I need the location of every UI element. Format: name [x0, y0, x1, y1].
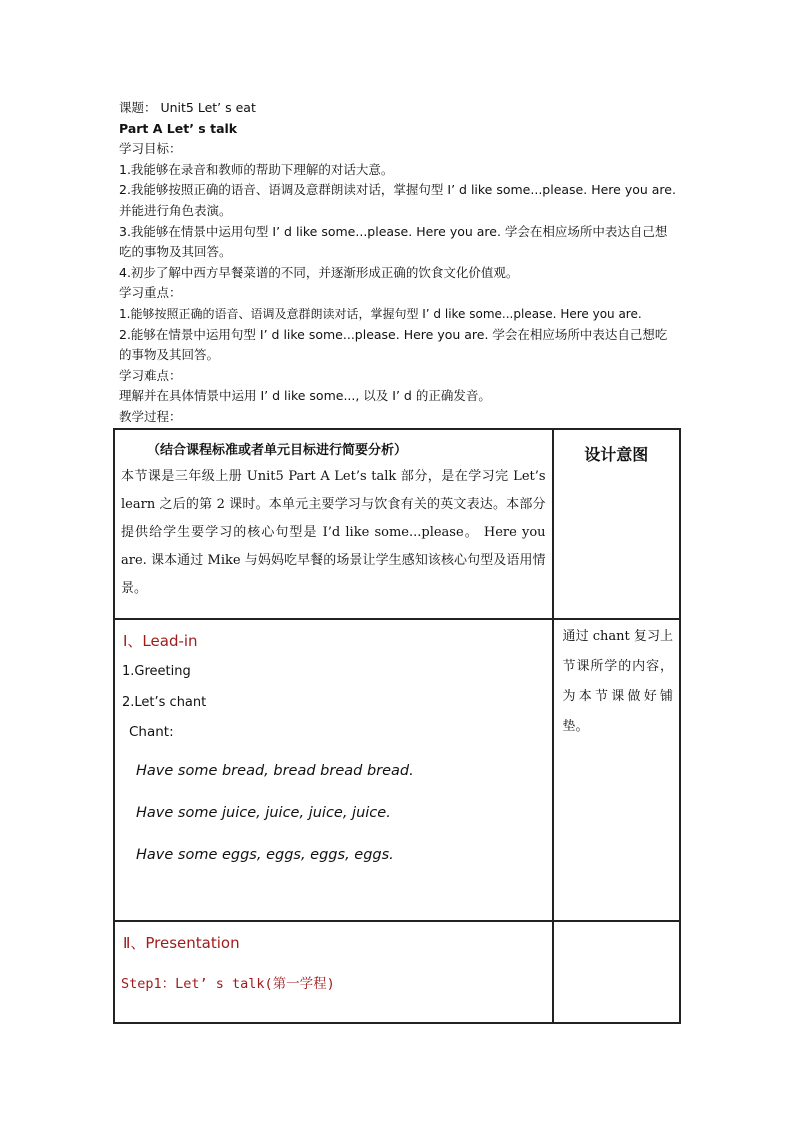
leadin-item-chant: 2.Let’s chant: [122, 695, 207, 710]
step1-title: Step1：Let’ s talk(第一学程): [121, 976, 335, 992]
presentation-row: [114, 921, 680, 1023]
analysis-heading: （结合课程标准或者单元目标进行简要分析）: [147, 443, 408, 458]
process-label: 教学过程：: [119, 408, 182, 424]
objectives-label: 学习目标：: [119, 141, 182, 157]
lesson-part: Part A Let’ s talk: [119, 120, 238, 136]
analysis-cell: [114, 429, 553, 619]
presentation-cell: [114, 921, 553, 1023]
objective-1: 1.我能够在录音和教师的帮助下理解的对话大意。: [119, 161, 394, 177]
chant-line: Have some eggs, eggs, eggs, eggs.: [136, 847, 394, 863]
chant-label: Chant:: [129, 724, 174, 740]
chant-line: Have some juice, juice, juice, juice.: [136, 805, 391, 821]
difficulty-text: 理解并在具体情景中运用 I’ d like some..., 以及 I’ d 的正确发音。: [119, 388, 491, 404]
key-point-1: 1.能够按照正确的语音、语调及意群朗读对话，掌握句型 I’ d like some...please. Here you are.: [119, 306, 642, 321]
leadin-item-greeting: 1.Greeting: [122, 664, 191, 679]
objective-3: 3.我能够在情景中运用句型 I’ d like some...please. Here you are. 学会在相应场所中表达自己想吃的事物及其回答。: [119, 223, 668, 260]
chant-line: Have some bread, bread bread bread.: [136, 763, 414, 779]
leadin-cell: [114, 619, 553, 921]
objective-2: 2.我能够按照正确的语音、语调及意群朗读对话，掌握句型 I’ d like some...please. Here you are.并能进行角色表演。: [119, 182, 676, 218]
analysis-text: 本节课是三年级上册 Unit5 Part A Let’s talk 部分，是在学习完 Let’s learn 之后的第 2 课时。本单元主要学习与饮食有关的英文表达。本部分提供给学生要学习的核心句型是 I’d like some...please。 Here you are. 课本通过 Mike 与妈妈吃早餐的场景让学生感知该核心句型及语用情景。: [121, 469, 546, 596]
lesson-header: [119, 98, 679, 428]
analysis-row: [114, 429, 680, 619]
leadin-title: Ⅰ、Lead-in: [123, 632, 198, 650]
lesson-topic: 课题： Unit5 Let’ s eat: [119, 100, 256, 115]
design-intent-cell: [553, 429, 680, 619]
teaching-process-table: [113, 428, 681, 1024]
key-points-label: 学习重点：: [119, 285, 182, 301]
design-intent-title: 设计意图: [584, 445, 649, 464]
objective-4: 4.初步了解中西方早餐菜谱的不同，并逐渐形成正确的饮食文化价值观。: [119, 264, 519, 280]
leadin-note-cell: [553, 619, 680, 921]
key-point-2: 2.能够在情景中运用句型 I’ d like some...please. Here you are. 学会在相应场所中表达自己想吃的事物及其回答。: [119, 326, 668, 363]
difficulty-label: 学习难点：: [119, 367, 182, 383]
leadin-row: [114, 619, 680, 921]
presentation-note-cell: [553, 921, 680, 1023]
presentation-title: Ⅱ、Presentation: [123, 934, 240, 952]
leadin-design-note: 通过 chant 复习上节课所学的内容， 为本节课做好铺垫。: [562, 629, 673, 734]
